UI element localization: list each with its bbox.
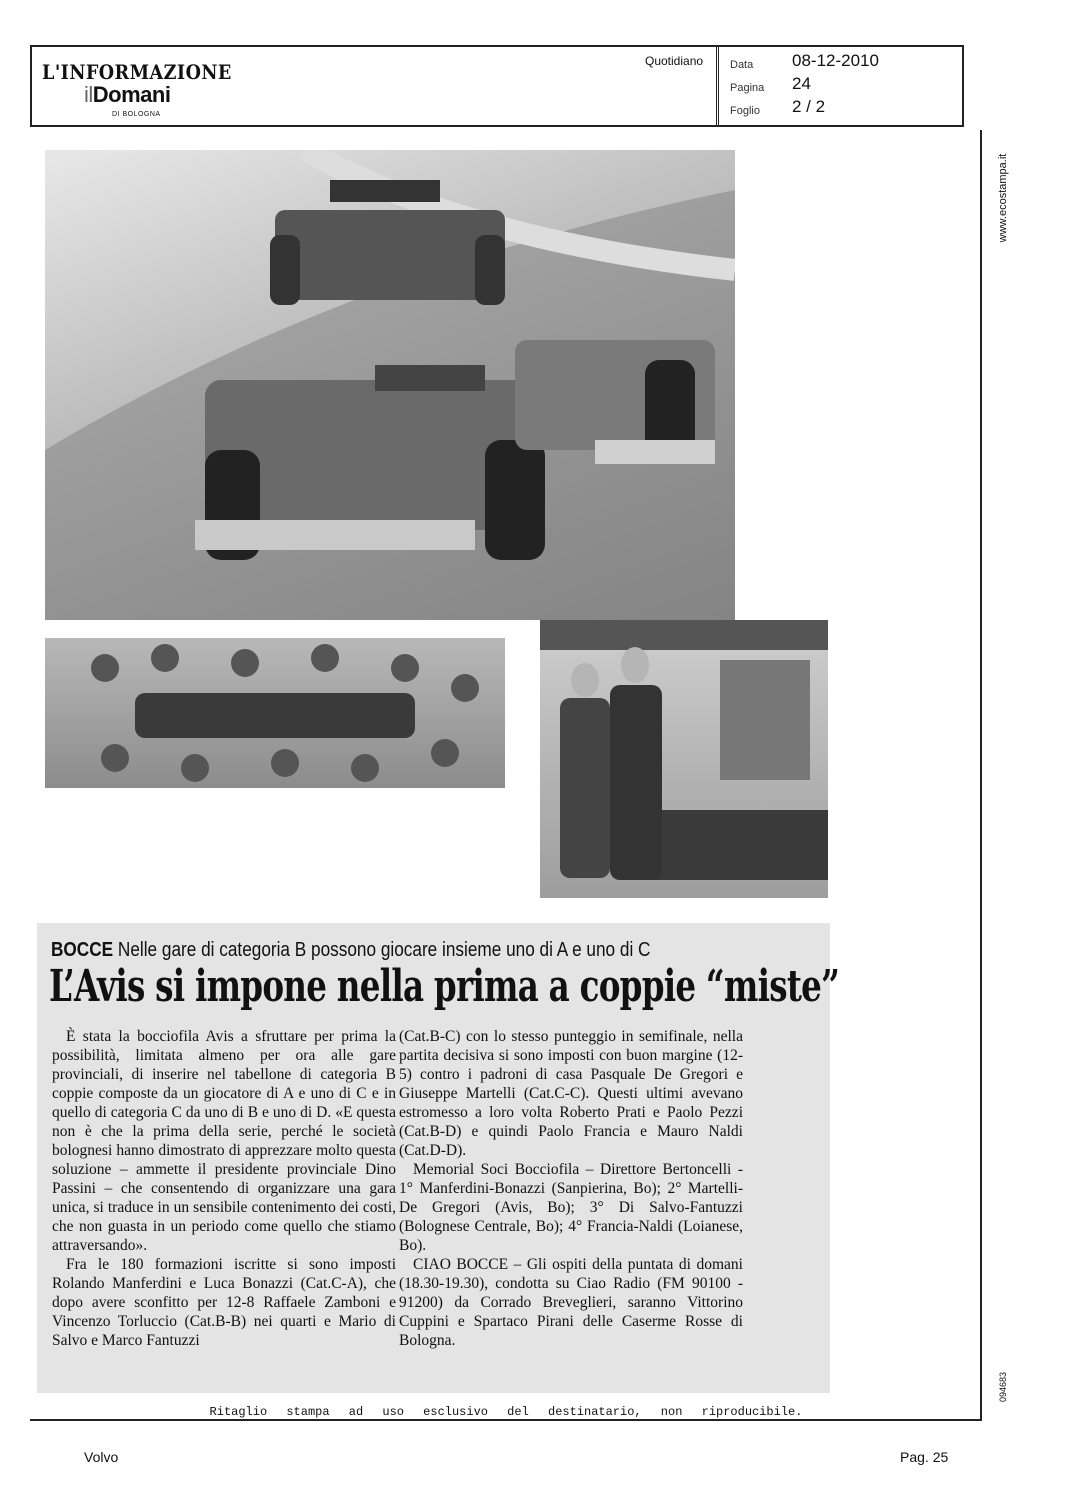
- photo-pit-stop: [45, 638, 505, 788]
- photo-race-cars: [45, 150, 735, 620]
- race-cars-illustration: [45, 150, 735, 620]
- page-value: 24: [792, 74, 811, 93]
- page-label: Pagina: [730, 82, 765, 94]
- logo-domani: Domani: [92, 82, 171, 107]
- page-number: Pag. 25: [900, 1449, 949, 1465]
- side-url-text: www.ecostampa.it: [997, 153, 1009, 243]
- masthead-logo: L'INFORMAZIONE: [42, 60, 232, 84]
- photo-bocce-players: [540, 620, 828, 898]
- article: [37, 923, 840, 1393]
- article-paragraph: Fra le 180 formazioni iscritte si sono imposti Rolando Manferdini e Luca Bonazzi (Cat.C-A), che dopo avere sconfitto per 12-8 Raffaele Zamboni e Vincenzo Torluccio (Cat.B-B) nei quarti e Mario di Salvo e Marco Fantuzzi: [52, 1256, 396, 1349]
- side-code-text: 094683: [998, 1371, 1008, 1403]
- masthead-sublogo: [84, 82, 170, 108]
- article-paragraph: (Cat.B-C) con lo stesso punteggio in semifinale, nella partita decisiva si sono imposti con buon margine (12-5) contro i padroni di casa Pasquale De Gregori e Giuseppe Martelli (Cat.C-C). Questi ultimi avevano estromesso a loro volta Roberto Prati e Paolo Pezzi (Cat.B-D) e quindi Paolo Francia e Mauro Naldi (Cat.D-D).: [399, 1028, 743, 1159]
- frame-bottom-line: [30, 1419, 982, 1421]
- pit-stop-illustration: [45, 638, 505, 788]
- article-paragraph: Memorial Soci Bocciofila – Direttore Bertoncelli - 1° Manferdini-Bonazzi (Sanpierina, Bo); 2° Martelli-De Gregori (Avis, Bo); 3° Di Salvo-Fantuzzi (Bolognese Centrale, Bo); 4° Francia-Naldi (Loianese, Bo).: [399, 1161, 743, 1254]
- kicker-text: Nelle gare di categoria B possono giocare insieme uno di A e uno di C: [113, 939, 651, 961]
- client-name: Volvo: [84, 1449, 119, 1465]
- bocce-players-illustration: [540, 620, 828, 898]
- publication-type: Quotidiano: [645, 54, 704, 68]
- article-column-1: [52, 1027, 396, 1350]
- logo-il: il: [84, 82, 93, 107]
- article-title: L’Avis si impone nella prima a coppie “miste”: [49, 961, 840, 1012]
- masthead-city: DI BOLOGNA: [112, 111, 161, 118]
- article-paragraph: È stata la bocciofila Avis a sfruttare per prima la possibilità, limitata almeno per ora alle gare provinciali, di inserire nel tabellone di categoria B coppie composte da un giocatore di A e uno di C e in quello di categoria C da uno di B e uno di D. «E questa non è che la prima della serie, perché le società bolognesi hanno dimostrato di apprezzare molto questa soluzione – ammette il presidente provinciale Dino Passini – che consentendo di organizzare una gara unica, si traduce in un sensibile contenimento dei costi, che non guasta in un periodo come quello che stiamo attraversando».: [52, 1028, 396, 1254]
- frame-right-line: [980, 130, 982, 1420]
- reproduction-notice: Ritaglio stampa ad uso esclusivo del destinatario, non riproducibile.: [209, 1405, 803, 1419]
- sheet-label: Foglio: [730, 105, 760, 117]
- header-box: [30, 45, 964, 127]
- article-paragraph: CIAO BOCCE – Gli ospiti della puntata di domani (18.30-19.30), condotta su Ciao Radio (FM 90100 - 91200) da Corrado Breveglieri, saranno Vittorino Cuppini e Spartaco Pirani delle Caserme Rosse di Bologna.: [399, 1256, 743, 1349]
- article-column-2: [399, 1027, 743, 1350]
- article-kicker: [51, 939, 650, 962]
- header-divider: [716, 47, 719, 125]
- date-value: 08-12-2010: [792, 51, 879, 70]
- side-url: [993, 140, 1013, 260]
- date-label: Data: [730, 59, 754, 71]
- kicker-tag: BOCCE: [51, 939, 114, 961]
- side-code: [993, 1368, 1013, 1408]
- sheet-value: 2 / 2: [792, 97, 826, 116]
